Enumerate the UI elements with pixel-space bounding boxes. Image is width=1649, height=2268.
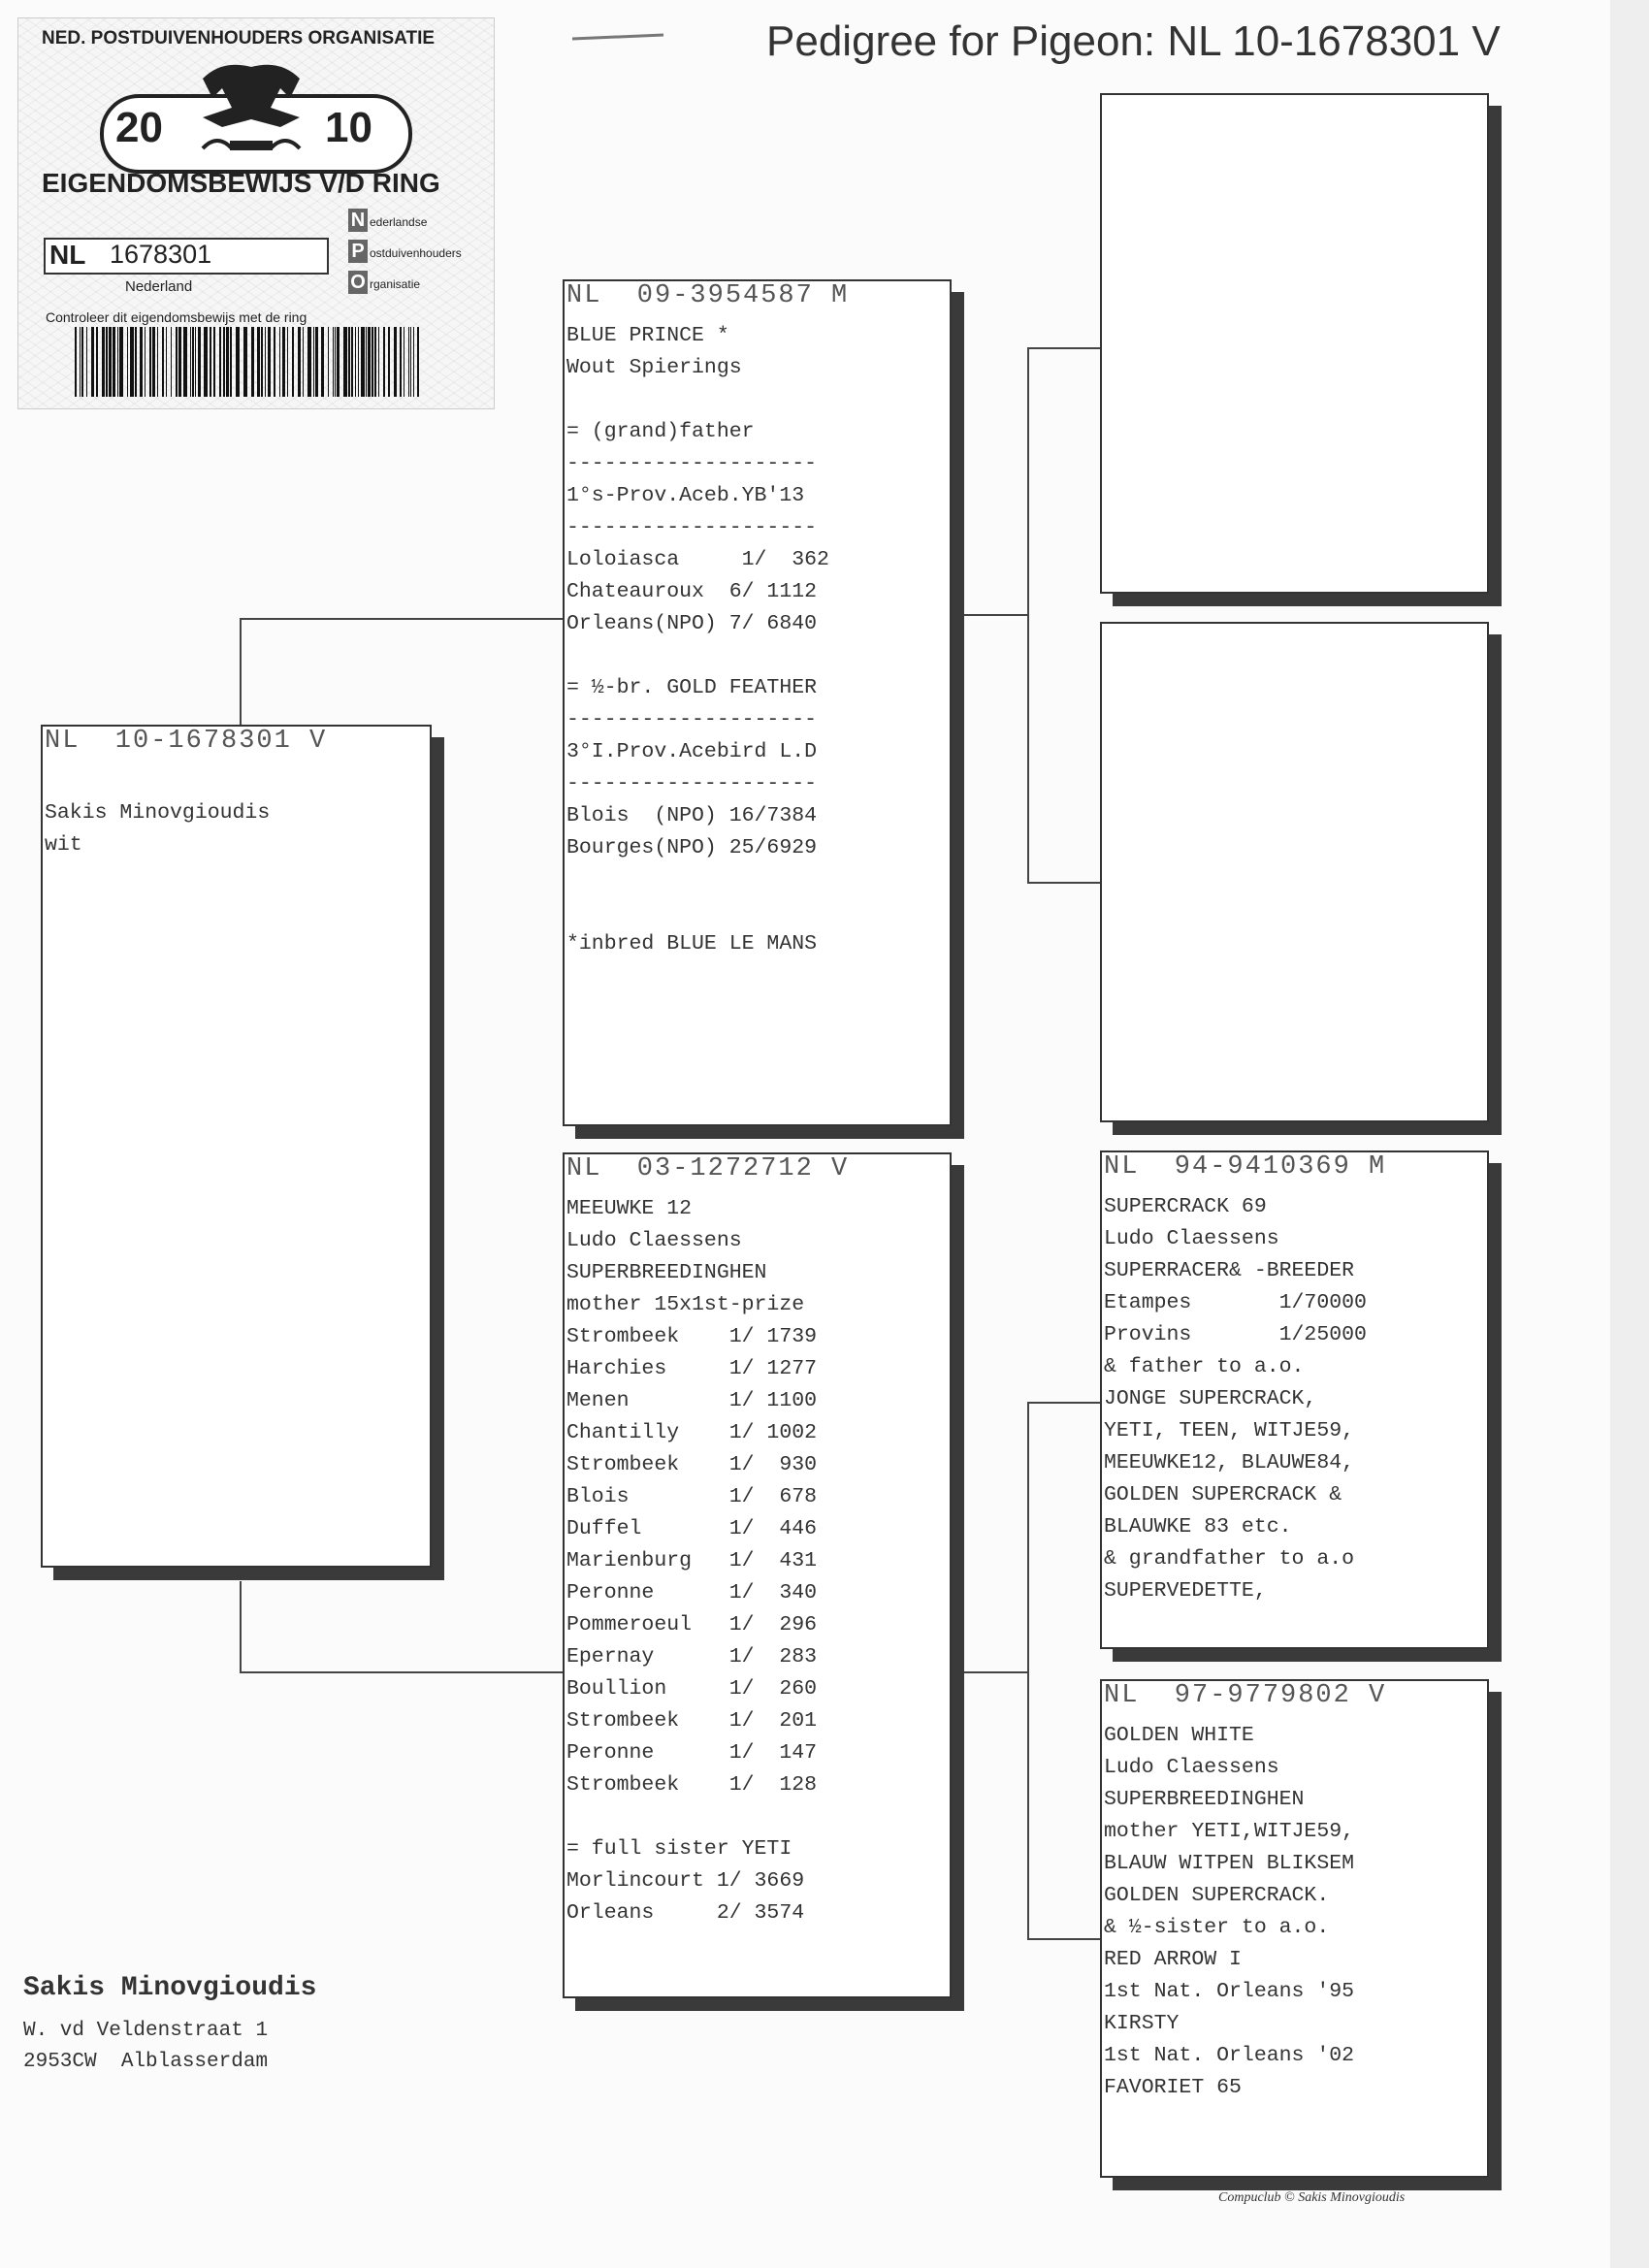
card-control-note: Controleer dit eigendomsbewijs met de ring [46, 309, 307, 325]
detail-line: Wout Spierings [566, 356, 742, 379]
detail-line: Ludo Claessens [566, 1229, 742, 1252]
connector-line [1027, 1938, 1101, 1940]
lion-emblem-icon [164, 59, 339, 166]
detail-line: Bourges(NPO) 25/6929 [566, 836, 818, 859]
mm-ring-header: NL 97-9779802 V [1104, 1681, 1387, 1710]
detail-line [566, 384, 829, 416]
detail-line: Morlincourt 1/ 3669 [566, 1869, 805, 1893]
mm-details [1104, 1720, 1354, 2104]
owner-city: 2953CW Alblasserdam [23, 2051, 269, 2073]
detail-line: Marienburg 1/ 431 [566, 1549, 818, 1572]
detail-line: Orleans(NPO) 7/ 6840 [566, 612, 818, 635]
detail-line: BLAUWKE 83 etc. [1104, 1515, 1292, 1539]
connector-line [1027, 1402, 1101, 1404]
scan-edge [1610, 0, 1649, 2268]
detail-line: FAVORIET 65 [1104, 2076, 1242, 2099]
detail-line: Orleans 2/ 3574 [566, 1901, 805, 1925]
detail-line: = full sister YETI [566, 1837, 792, 1861]
detail-line: Peronne 1/ 147 [566, 1741, 818, 1765]
detail-line: BLAUW WITPEN BLIKSEM [1104, 1852, 1355, 1875]
detail-line: Chantilly 1/ 1002 [566, 1421, 818, 1444]
card-year-right: 10 [325, 104, 372, 151]
card-org-name: NED. POSTDUIVENHOUDERS ORGANISATIE [42, 28, 436, 49]
ring-ownership-card [17, 17, 495, 409]
pigeon-details [45, 765, 270, 861]
card-year-left: 20 [115, 104, 163, 151]
detail-line: Ludo Claessens [1104, 1756, 1279, 1779]
detail-line: Strombeek 1/ 930 [566, 1453, 818, 1476]
detail-line: & father to a.o. [1104, 1355, 1305, 1378]
detail-line: MEEUWKE12, BLAUWE84, [1104, 1451, 1355, 1474]
connector-line [960, 1671, 1028, 1673]
connector-line [1027, 347, 1101, 349]
detail-line: JONGE SUPERCRACK, [1104, 1387, 1317, 1410]
pigeon-ring-header: NL 10-1678301 V [45, 727, 328, 756]
detail-line: = ½-br. GOLD FEATHER [566, 676, 818, 699]
detail-line: mother YETI,WITJE59, [1104, 1820, 1355, 1843]
card-ring-number: 1678301 [110, 240, 212, 269]
detail-line [566, 640, 829, 672]
detail-line: Blois (NPO) 16/7384 [566, 804, 818, 827]
npo-line-3: O rganisatie [348, 271, 420, 294]
detail-line: SUPERBREEDINGHEN [566, 1261, 767, 1284]
detail-line: wit [45, 833, 82, 857]
maternal-grandfather-box [1100, 1150, 1489, 1649]
father-ring-header: NL 09-3954587 M [566, 281, 850, 310]
connector-line [960, 614, 1028, 616]
barcode-icon [75, 327, 424, 397]
detail-line: -------------------- [566, 516, 818, 539]
detail-line: mother 15x1st-prize [566, 1293, 805, 1316]
mf-ring-header: NL 94-9410369 M [1104, 1152, 1387, 1182]
father-box [563, 279, 952, 1126]
card-ring-prefix: NL [49, 240, 86, 270]
detail-line: BLUE PRINCE * [566, 324, 729, 347]
mf-details [1104, 1191, 1367, 1607]
detail-line: 3°I.Prov.Acebird L.D [566, 740, 818, 763]
detail-line: SUPERVEDETTE, [1104, 1579, 1267, 1603]
connector-line [1027, 882, 1101, 884]
detail-line: SUPERRACER& -BREEDER [1104, 1259, 1355, 1282]
detail-line: -------------------- [566, 452, 818, 475]
owner-name: Sakis Minovgioudis [23, 1973, 317, 2003]
detail-line: SUPERCRACK 69 [1104, 1195, 1267, 1218]
detail-line: -------------------- [566, 708, 818, 731]
pigeon-box [41, 725, 432, 1568]
detail-line: & ½-sister to a.o. [1104, 1916, 1330, 1939]
paternal-grandmother-box [1100, 622, 1489, 1122]
mother-ring-header: NL 03-1272712 V [566, 1154, 850, 1183]
detail-line: Blois 1/ 678 [566, 1485, 818, 1508]
mother-details [566, 1193, 817, 1929]
detail-line: Menen 1/ 1100 [566, 1389, 818, 1412]
detail-line: Epernay 1/ 283 [566, 1645, 818, 1669]
detail-line [566, 1801, 817, 1833]
detail-line: YETI, TEEN, WITJE59, [1104, 1419, 1355, 1442]
footer-credit: Compuclub © Sakis Minovgioudis [1218, 2190, 1406, 2205]
detail-line: Sakis Minovgioudis [45, 801, 271, 825]
detail-line: Strombeek 1/ 201 [566, 1709, 818, 1733]
paper-clip-mark [570, 33, 667, 41]
detail-line: = (grand)father [566, 420, 755, 443]
connector-line [240, 1581, 242, 1673]
detail-line: -------------------- [566, 772, 818, 795]
detail-line: Boullion 1/ 260 [566, 1677, 818, 1701]
owner-street: W. vd Veldenstraat 1 [23, 2020, 269, 2042]
detail-line: Strombeek 1/ 128 [566, 1773, 818, 1797]
detail-line: Duffel 1/ 446 [566, 1517, 818, 1540]
detail-line: 1st Nat. Orleans '95 [1104, 1980, 1355, 2003]
page-title: Pedigree for Pigeon: NL 10-1678301 V [766, 17, 1501, 65]
detail-line: Strombeek 1/ 1739 [566, 1325, 818, 1348]
father-details [566, 320, 829, 960]
npo-line-1: N ederlandse [348, 209, 427, 232]
detail-line: Peronne 1/ 340 [566, 1581, 818, 1604]
detail-line: 1st Nat. Orleans '02 [1104, 2044, 1355, 2067]
detail-line: & grandfather to a.o [1104, 1547, 1355, 1571]
connector-line [240, 618, 563, 620]
detail-line: Pommeroeul 1/ 296 [566, 1613, 818, 1636]
detail-line: RED ARROW I [1104, 1948, 1242, 1971]
detail-line: MEEUWKE 12 [566, 1197, 693, 1220]
card-country: Nederland [125, 278, 193, 295]
detail-line [566, 896, 829, 928]
detail-line [45, 765, 270, 797]
detail-line: Harchies 1/ 1277 [566, 1357, 818, 1380]
connector-line [240, 618, 242, 727]
connector-line [1027, 347, 1029, 883]
detail-line: Chateauroux 6/ 1112 [566, 580, 818, 603]
detail-line [566, 864, 829, 896]
detail-line: SUPERBREEDINGHEN [1104, 1788, 1305, 1811]
connector-line [240, 1671, 563, 1673]
detail-line: Ludo Claessens [1104, 1227, 1279, 1250]
detail-line: GOLDEN SUPERCRACK & [1104, 1483, 1342, 1507]
detail-line: KIRSTY [1104, 2012, 1180, 2035]
detail-line: *inbred BLUE LE MANS [566, 932, 818, 956]
detail-line: GOLDEN SUPERCRACK. [1104, 1884, 1330, 1907]
npo-line-2: P ostduivenhouders [348, 240, 462, 263]
detail-line: 1°s-Prov.Aceb.YB'13 [566, 484, 805, 507]
card-ownership-title: EIGENDOMSBEWIJS V/D RING [42, 168, 440, 198]
detail-line: Etampes 1/70000 [1104, 1291, 1367, 1314]
mother-box [563, 1152, 952, 1998]
detail-line: Provins 1/25000 [1104, 1323, 1367, 1346]
detail-line: Loloiasca 1/ 362 [566, 548, 829, 571]
paternal-grandfather-box [1100, 93, 1489, 594]
maternal-grandmother-box [1100, 1679, 1489, 2178]
connector-line [1027, 1402, 1029, 1940]
detail-line: GOLDEN WHITE [1104, 1724, 1254, 1747]
